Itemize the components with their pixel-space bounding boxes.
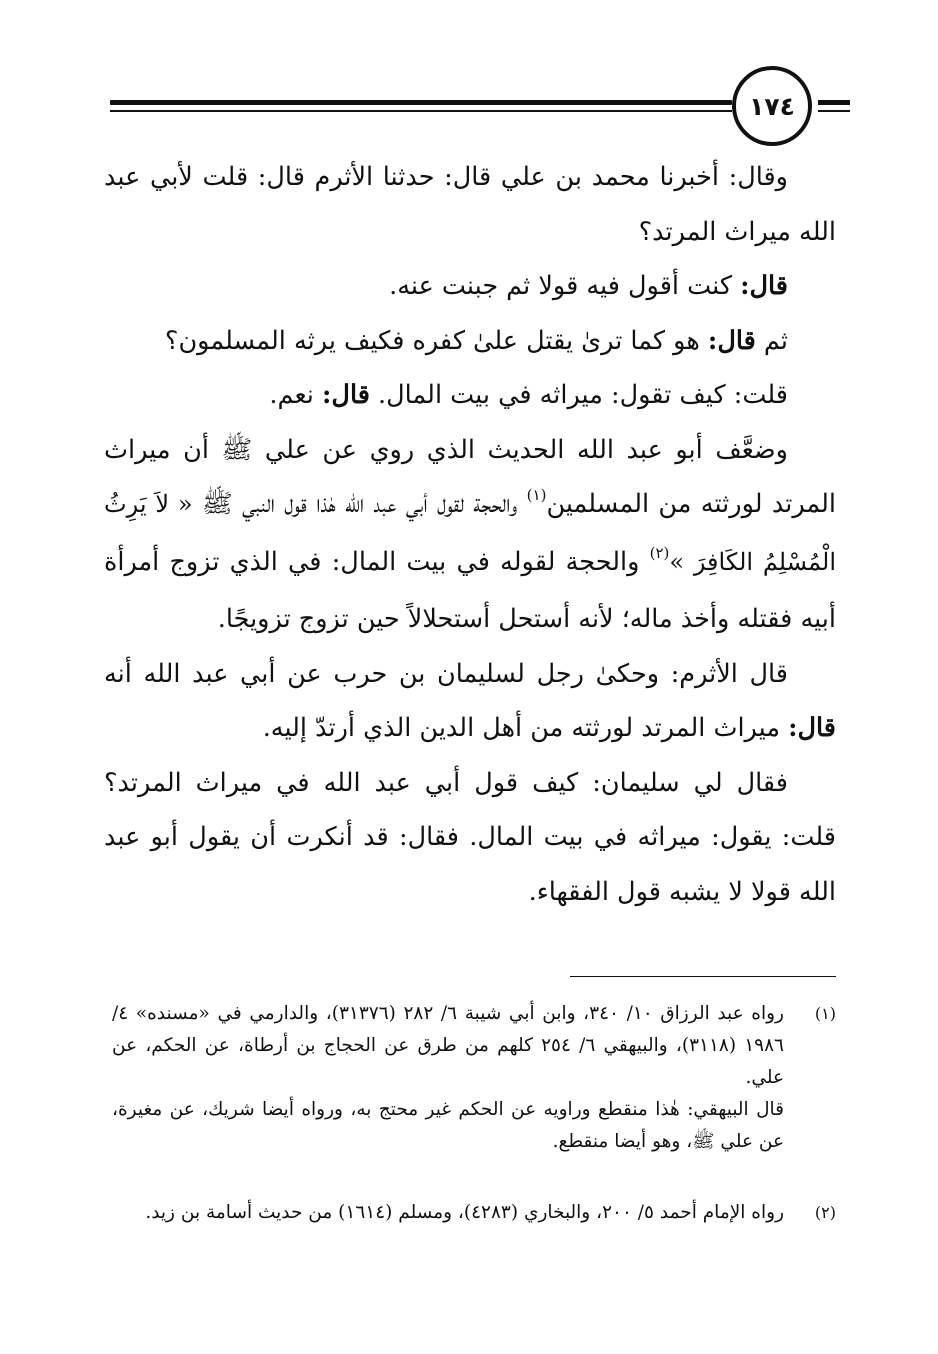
text-run: فقال لي سليمان: كيف قول أبي عبد الله في ميراث المرتد؟ قلت: يقول: ميراثه في بيت المال. فقال: قد أنكرت أن يقول أبو عبد الله قولا لا يشبه قول الفقهاء. bbox=[104, 767, 836, 907]
page-number: ١٧٤ bbox=[749, 91, 795, 121]
text-run: والحجة لقوله في بيت المال: في الذي تزوج أمرأة أبيه فقتله وأخذ ماله؛ لأنه أستحل أستحلالاً حين تزوج تزويجًا. bbox=[104, 546, 836, 634]
paragraph bbox=[104, 756, 836, 920]
footnote-text: قال البيهقي: هٰذا منقطع وراويه عن الحكم غير محتج به، ورواه أيضا شريك، عن مغيرة، عن علي ﷺ، وهو أيضا منقطع. bbox=[112, 1099, 784, 1152]
speaker-label: قال: bbox=[322, 380, 370, 410]
paragraph bbox=[104, 314, 836, 369]
text-run: ثم bbox=[755, 325, 788, 356]
speaker-label: قال: bbox=[788, 713, 836, 743]
text-run: قال الأثرم: وحكىٰ رجل لسليمان بن حرب عن أبي عبد الله أنه bbox=[104, 658, 788, 689]
header-rule-right-thin bbox=[818, 110, 850, 112]
paragraph bbox=[104, 259, 836, 314]
text-run: وقال: أخبرنا محمد بن علي قال: حدثنا الأثرم قال: قلت لأبي عبد الله ميراث المرتد؟ bbox=[104, 162, 836, 247]
footnote-marker: (٢) bbox=[649, 543, 670, 562]
footnote-1 bbox=[112, 998, 836, 1158]
text-run: وضعَّف أبو عبد الله الحديث الذي روي عن علي ﷺ أن ميراث المرتد لورثته من المسلمين bbox=[104, 434, 836, 519]
header-rule-thin bbox=[110, 110, 732, 112]
footnote-text: رواه عبد الرزاق ١٠/ ٣٤٠، وابن أبي شيبة ٦/ ٢٨٢ (٣١٣٧٦)، والدارمي في «مسنده» ٤/ ١٩٨٦ (٣١١٨)، والبيهقي ٦/ ٢٥٤ كلهم من طرق عن الحجاج بن أرطاة، عن الحكم، عن علي. bbox=[112, 1003, 784, 1088]
footnote-number: (٢) bbox=[814, 1203, 836, 1222]
text-run: نعم. bbox=[269, 380, 323, 410]
text-run: والحجة لقول أبي عبد الله هٰذا قول النبي ﷺ bbox=[192, 489, 527, 519]
main-text bbox=[104, 150, 836, 919]
paragraph bbox=[104, 423, 836, 647]
text-run: قلت: كيف تقول: ميراثه في بيت المال. bbox=[369, 380, 788, 410]
speaker-label: قال: bbox=[740, 271, 788, 301]
footnote-marker: (١) bbox=[526, 486, 547, 504]
footnote-text: رواه الإمام أحمد ٥/ ٢٠٠، والبخاري (٤٢٨٣)، ومسلم (١٦١٤) من حديث أسامة بن زيد. bbox=[145, 1202, 784, 1223]
hadith-quote: « لاَ يَرِثُ الْمُسْلِمُ الكَافِرَ » bbox=[104, 490, 836, 576]
footnote-number: (١) bbox=[814, 1004, 836, 1023]
footnote-2 bbox=[112, 1197, 836, 1229]
header-rule bbox=[110, 100, 732, 105]
page-number-badge bbox=[732, 66, 812, 146]
speaker-label: قال: bbox=[707, 325, 756, 356]
text-run: هو كما ترىٰ يقتل علىٰ كفره فكيف يرثه المسلمون؟ bbox=[164, 325, 708, 356]
footnote-separator bbox=[570, 976, 836, 977]
header-rule-right bbox=[818, 100, 850, 105]
paragraph bbox=[104, 150, 836, 259]
paragraph bbox=[104, 368, 836, 423]
paragraph bbox=[104, 647, 836, 756]
text-run: ميراث المرتد لورثته من أهل الدين الذي أرتدّ إليه. bbox=[262, 713, 789, 743]
text-run: كنت أقول فيه قولا ثم جبنت عنه. bbox=[389, 271, 741, 301]
